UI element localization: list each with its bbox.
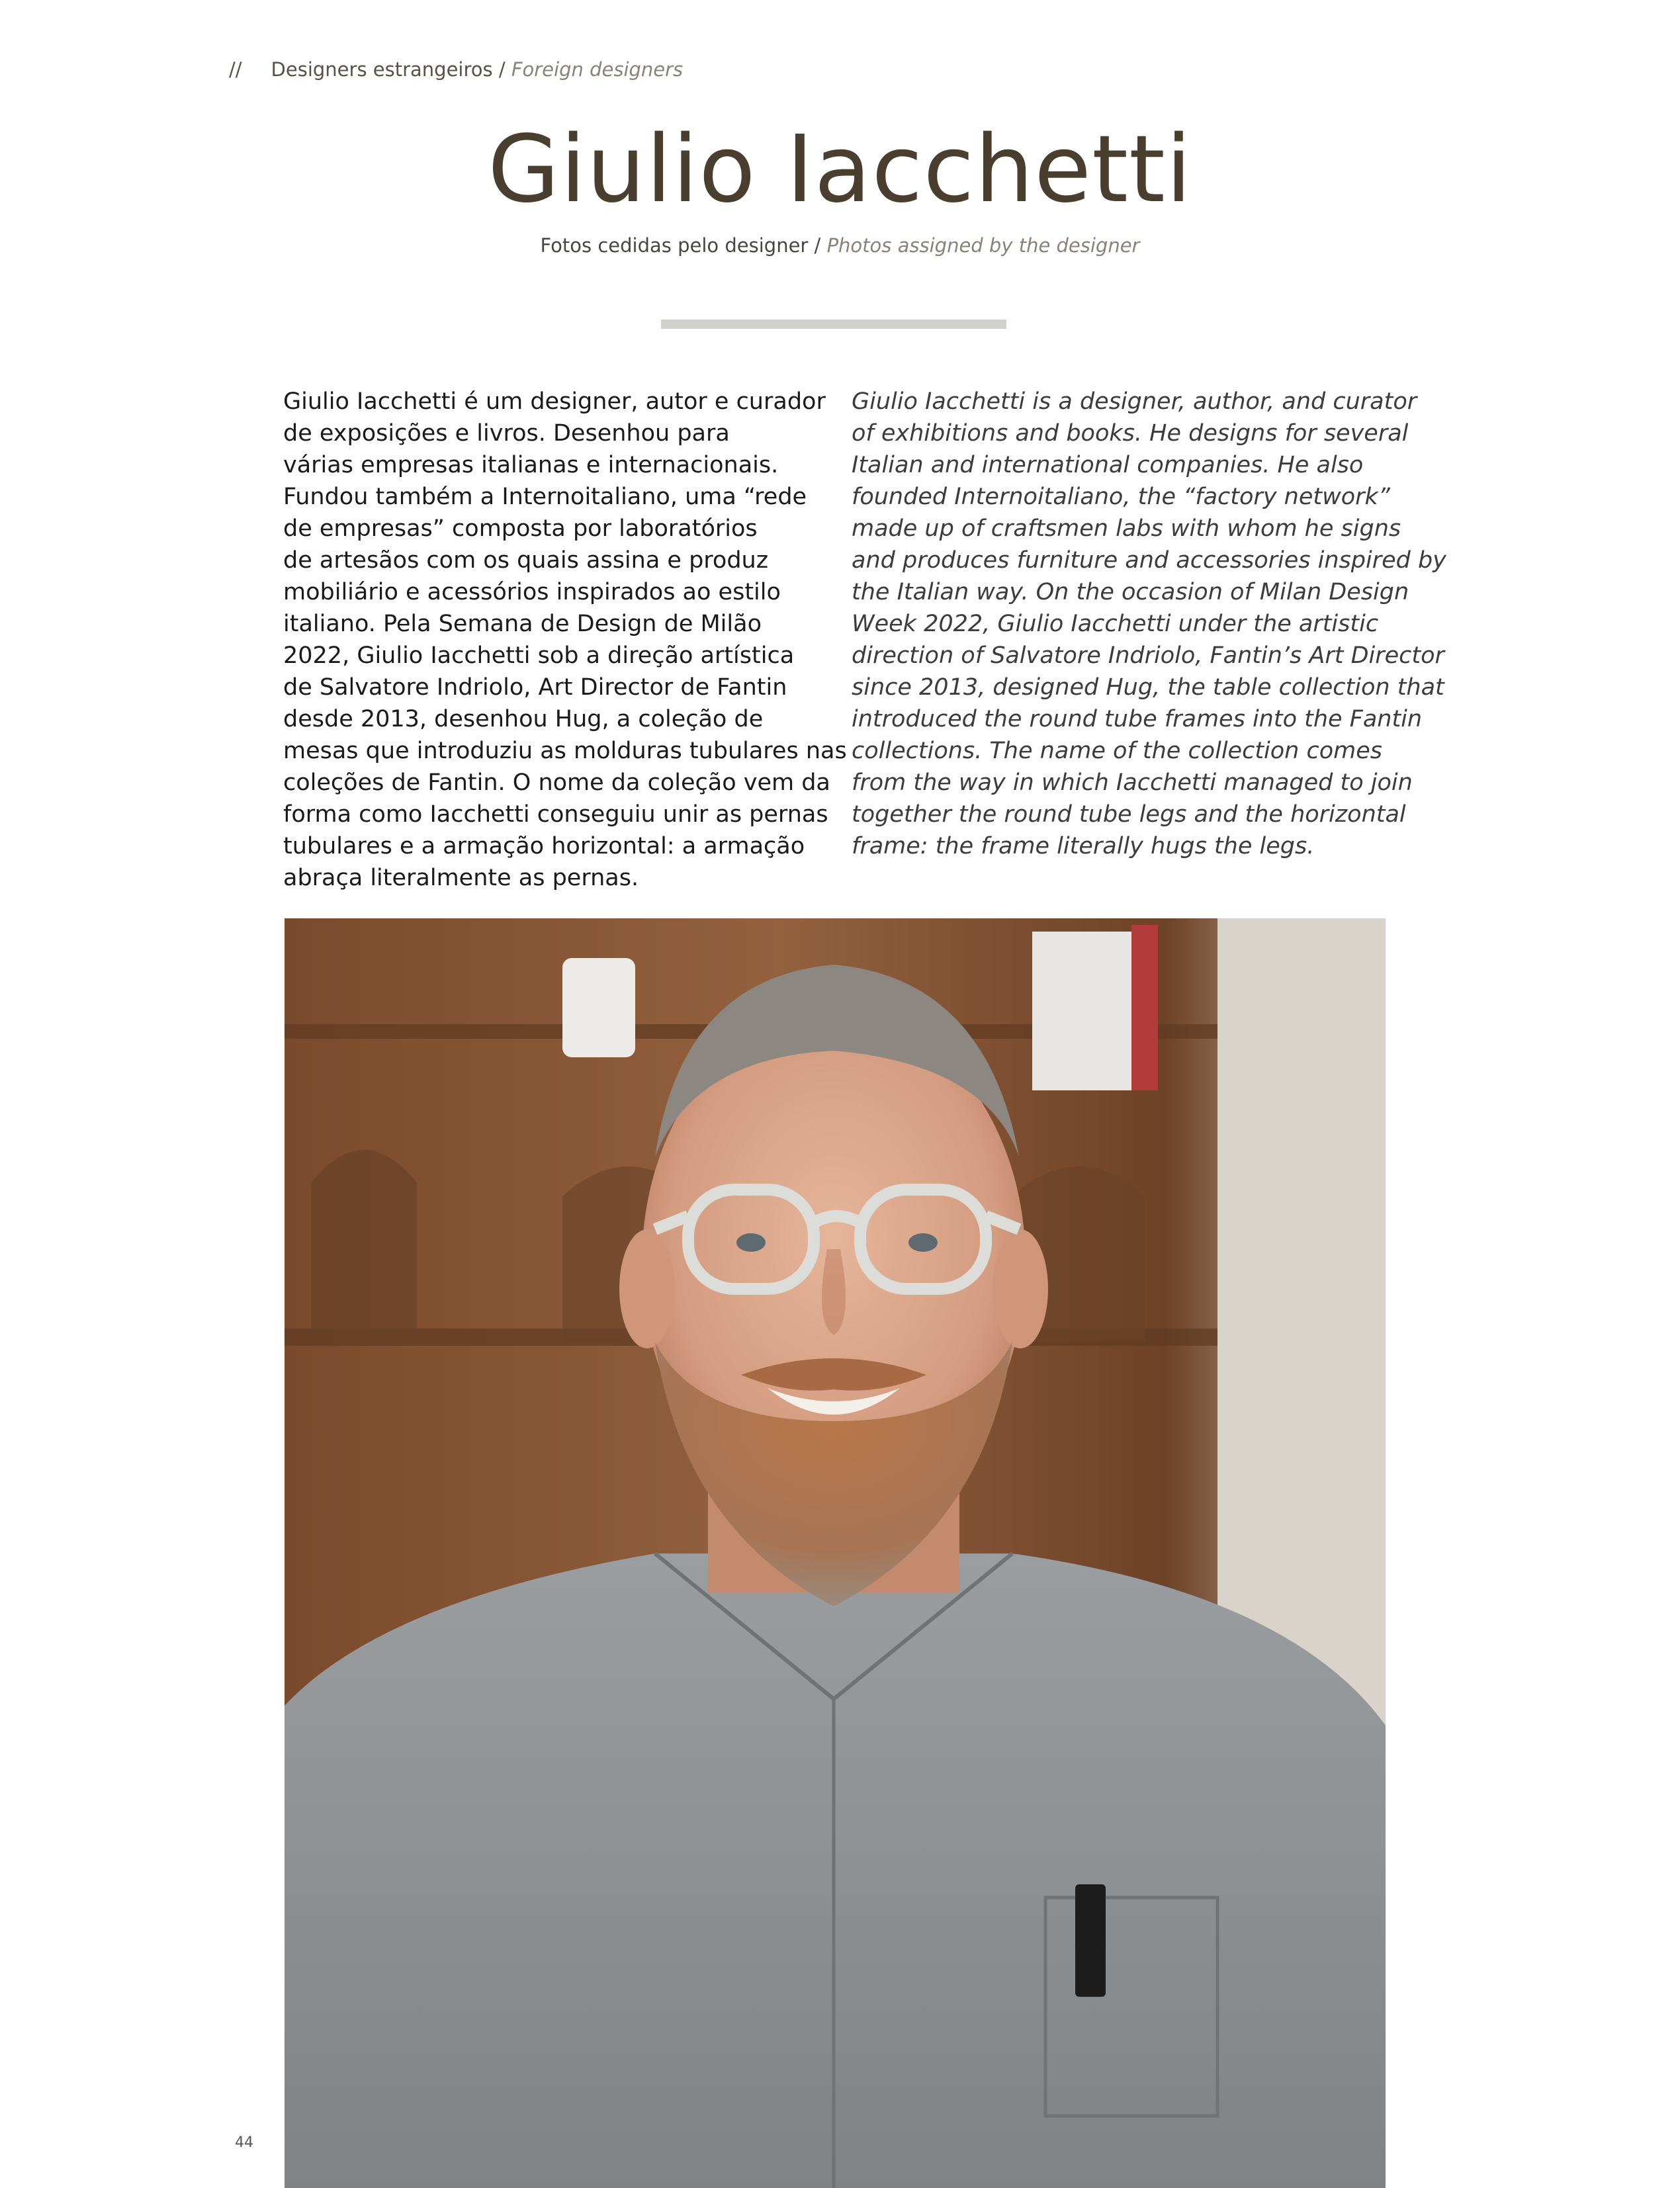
body-pt-line: italiano. Pela Semana de Design de Milão (283, 611, 762, 637)
body-text-english (852, 386, 1446, 862)
body-en-line: founded Internoitaliano, the “factory network” (852, 484, 1390, 510)
photo-credit-pt: Fotos cedidas pelo designer (540, 234, 809, 257)
body-pt-line: mobiliário e acessórios inspirados ao estilo (283, 579, 781, 605)
photo-credit-en: Photos assigned by the designer (826, 234, 1140, 257)
body-pt-line: forma como Iacchetti conseguiu unir as pernas (283, 801, 828, 828)
body-text-portuguese (283, 386, 847, 894)
body-pt-line: Giulio Iacchetti é um designer, autor e curador (283, 388, 826, 415)
section-label (229, 58, 683, 81)
body-en-line: direction of Salvatore Indriolo, Fantin’s Art Director (852, 642, 1444, 669)
body-pt-line: de exposições e livros. Desenhou para (283, 420, 730, 447)
body-en-line: introduced the round tube frames into the Fantin (852, 706, 1423, 732)
body-en-line: the Italian way. On the occasion of Milan Design (852, 579, 1409, 605)
body-pt-line: 2022, Giulio Iacchetti sob a direção artística (283, 642, 795, 669)
page-number: 44 (235, 2134, 253, 2151)
photo-credit-separator: / (808, 234, 827, 257)
body-en-line: of exhibitions and books. He designs for several (852, 420, 1409, 447)
section-separator: / (492, 58, 511, 81)
photo-credit (0, 234, 1680, 257)
body-en-line: Italian and international companies. He also (852, 452, 1364, 478)
section-label-pt: Designers estrangeiros (271, 58, 493, 81)
body-pt-line: desde 2013, desenhou Hug, a coleção de (283, 706, 764, 732)
body-pt-line: de Salvatore Indriolo, Art Director de Fantin (283, 674, 787, 701)
title-divider (661, 320, 1006, 329)
body-pt-line: abraça literalmente as pernas. (283, 865, 639, 891)
body-en-line: made up of craftsmen labs with whom he signs (852, 515, 1401, 542)
body-en-line: since 2013, designed Hug, the table collection that (852, 674, 1444, 701)
section-slashes: // (229, 58, 242, 81)
body-pt-line: de empresas” composta por laboratórios (283, 515, 758, 542)
body-en-line: together the round tube legs and the horizontal (852, 801, 1406, 828)
body-en-line: collections. The name of the collection comes (852, 738, 1383, 764)
body-pt-line: de artesãos com os quais assina e produz (283, 547, 769, 574)
page-title: Giulio Iacchetti (488, 116, 1192, 224)
body-pt-line: várias empresas italianas e internacionais. (283, 452, 779, 478)
section-label-en: Foreign designers (511, 58, 684, 81)
designer-portrait-photo (285, 918, 1386, 2188)
body-en-line: Giulio Iacchetti is a designer, author, and curator (852, 388, 1417, 415)
body-en-line: Week 2022, Giulio Iacchetti under the artistic (852, 611, 1379, 637)
body-pt-line: tubulares e a armação horizontal: a armação (283, 833, 805, 859)
body-pt-line: Fundou também a Internoitaliano, uma “rede (283, 484, 807, 510)
body-en-line: and produces furniture and accessories inspired by (852, 547, 1446, 574)
body-pt-line: mesas que introduziu as molduras tubulares nas (283, 738, 847, 764)
body-pt-line: coleções de Fantin. O nome da coleção vem da (283, 769, 830, 796)
body-en-line: frame: the frame literally hugs the legs. (852, 833, 1315, 859)
body-en-line: from the way in which Iacchetti managed to join (852, 769, 1413, 796)
